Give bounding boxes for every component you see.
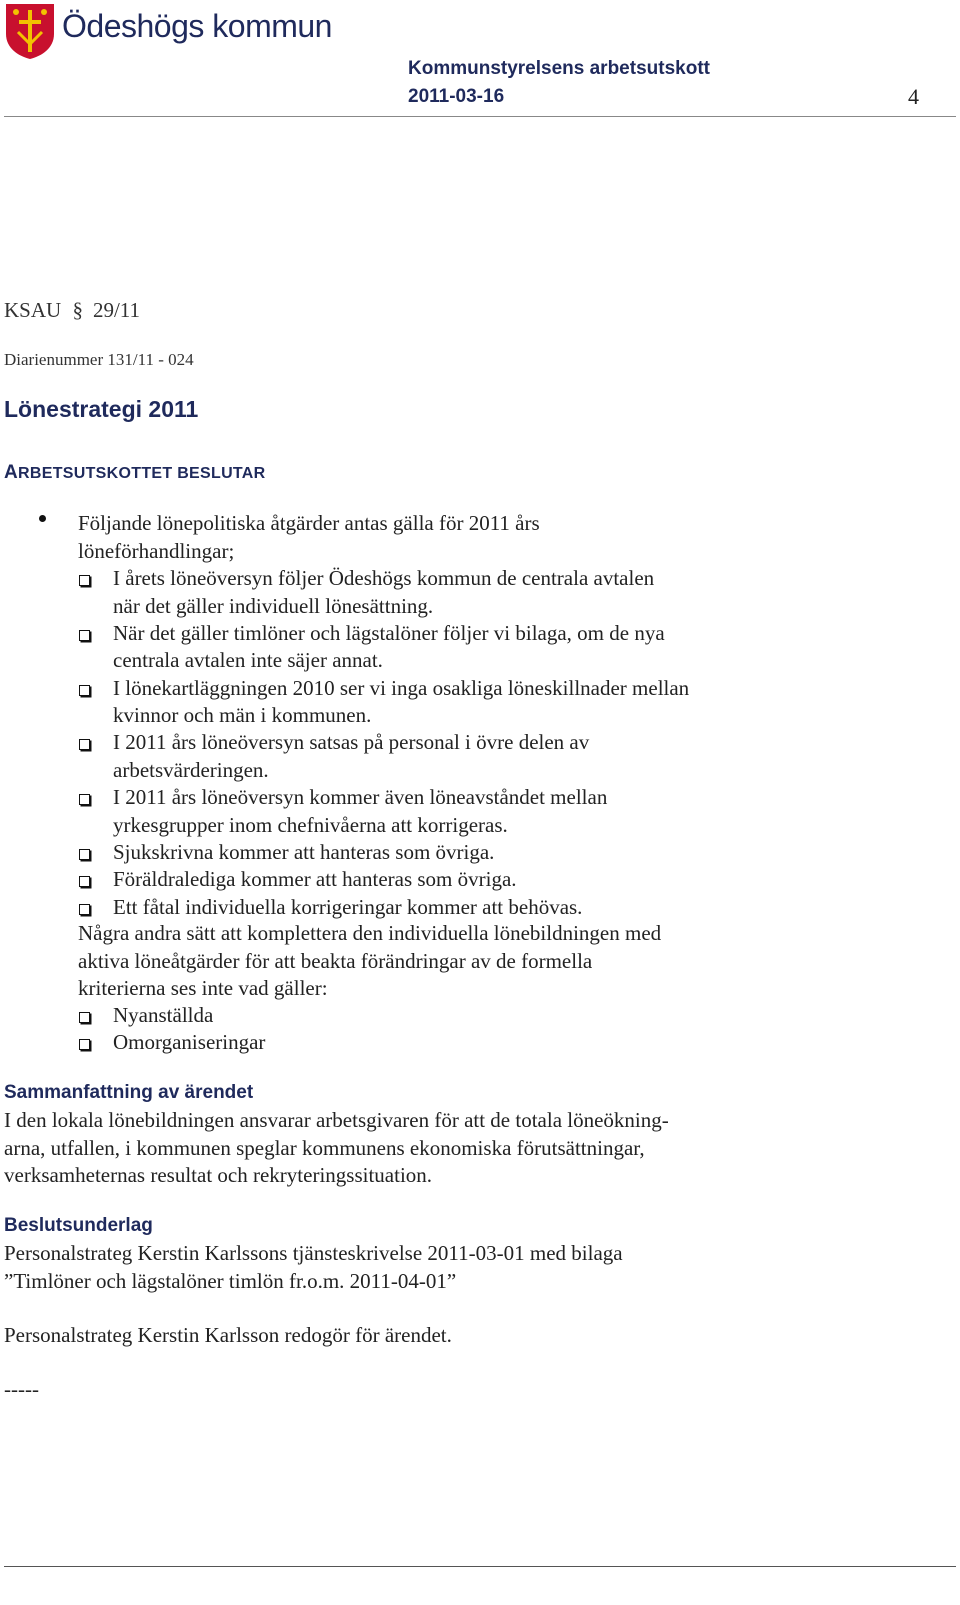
text-line: när det gäller individuell lönesättning. bbox=[113, 593, 434, 618]
basis-heading: Beslutsunderlag bbox=[4, 1215, 153, 1236]
decision-item bbox=[113, 675, 689, 730]
decision-bullet-text bbox=[78, 510, 540, 565]
text-line: arbetsvärderingen. bbox=[113, 757, 269, 782]
additional-measures-paragraph bbox=[78, 920, 661, 1003]
checkbox-bullet-icon bbox=[79, 1039, 90, 1050]
text-line: löneförhandlingar; bbox=[78, 538, 235, 563]
summary-heading: Sammanfattning av ärendet bbox=[4, 1082, 254, 1103]
additional-measure-item bbox=[113, 1002, 213, 1030]
text-line: I lönekartläggningen 2010 ser vi inga osakliga löneskillnader mellan bbox=[113, 675, 690, 700]
text-line: Sjukskrivna kommer att hanteras som övriga. bbox=[113, 840, 495, 864]
text-line: Ett fåtal individuella korrigeringar kommer att behövas. bbox=[113, 894, 583, 919]
text-line: I 2011 års löneöversyn satsas på personal i övre delen av bbox=[113, 730, 590, 755]
text-line: ”Timlöner och lägstalöner timlön fr.o.m. 2011-04-01” bbox=[4, 1268, 457, 1293]
text-line: I 2011 års löneöversyn kommer även löneavståndet mellan bbox=[113, 785, 608, 810]
decision-item bbox=[113, 839, 494, 867]
checkbox-bullet-icon bbox=[79, 794, 90, 805]
case-reference bbox=[4, 298, 140, 323]
section-symbol: § bbox=[72, 298, 83, 322]
text-line: Omorganiseringar bbox=[113, 1030, 266, 1055]
text-line: Nyanställda bbox=[113, 1003, 214, 1027]
text-line: yrkesgrupper inom chefnivåerna att korrigeras. bbox=[113, 812, 508, 837]
municipal-coat-of-arms-icon bbox=[4, 2, 56, 60]
text-line: kvinnor och män i kommunen. bbox=[113, 703, 372, 728]
decision-item bbox=[113, 565, 654, 620]
end-separator: ----- bbox=[4, 1377, 39, 1401]
checkbox-bullet-icon bbox=[79, 1012, 90, 1023]
text-line: kriterierna ses inte vad gäller: bbox=[78, 976, 328, 1000]
text-line: verksamheternas resultat och rekryteringssituation. bbox=[4, 1163, 433, 1187]
checkbox-bullet-icon bbox=[79, 904, 90, 915]
decision-item bbox=[113, 894, 582, 922]
text-line: I årets löneöversyn följer Ödeshögs kommun de centrala avtalen bbox=[113, 566, 655, 590]
text-line: arna, utfallen, i kommunen speglar kommunens ekonomiska förutsättningar, bbox=[4, 1135, 645, 1160]
organization-name: Ödeshögs kommun bbox=[62, 8, 332, 44]
text-line: Följande lönepolitiska åtgärder antas gälla för 2011 års bbox=[78, 511, 540, 535]
text-line: centrala avtalen inte säjer annat. bbox=[113, 648, 383, 673]
checkbox-bullet-icon bbox=[79, 739, 90, 750]
case-title: Lönestrategi 2011 bbox=[4, 396, 199, 422]
decision-heading bbox=[4, 462, 266, 484]
decision-item bbox=[113, 620, 665, 675]
basis-text bbox=[4, 1240, 623, 1295]
footer-divider bbox=[4, 1566, 956, 1567]
decision-item bbox=[113, 729, 589, 784]
checkbox-bullet-icon bbox=[79, 630, 90, 641]
decision-heading-initial: A bbox=[4, 462, 19, 483]
summary-text bbox=[4, 1107, 669, 1190]
meeting-date: 2011-03-16 bbox=[408, 86, 505, 107]
text-line: aktiva löneåtgärder för att beakta förändringar av de formella bbox=[78, 948, 593, 973]
text-line: Några andra sätt att komplettera den individuella lönebildningen med bbox=[78, 921, 662, 945]
checkbox-bullet-icon bbox=[79, 685, 90, 696]
header-divider bbox=[4, 116, 956, 117]
text-line: Personalstrateg Kerstin Karlssons tjänsteskrivelse 2011-03-01 med bilaga bbox=[4, 1241, 623, 1265]
case-number: 29/11 bbox=[92, 298, 140, 322]
text-line: I den lokala lönebildningen ansvarar arbetsgivaren för att de totala löneökning- bbox=[4, 1108, 669, 1132]
additional-measure-item bbox=[113, 1029, 265, 1057]
checkbox-bullet-icon bbox=[79, 876, 90, 887]
committee-name: Kommunstyrelsens arbetsutskott bbox=[408, 58, 710, 79]
text-line: Föräldralediga kommer att hanteras som övriga. bbox=[113, 867, 517, 892]
case-prefix: KSAU bbox=[4, 298, 62, 322]
decision-heading-rest: RBETSUTSKOTTET BESLUTAR bbox=[18, 465, 266, 482]
bullet-icon bbox=[39, 515, 46, 522]
decision-item bbox=[113, 866, 517, 894]
decision-item bbox=[113, 784, 607, 839]
presenter-note: Personalstrateg Kerstin Karlsson redogör för ärendet. bbox=[4, 1323, 452, 1347]
checkbox-bullet-icon bbox=[79, 575, 90, 586]
page-number: 4 bbox=[908, 84, 919, 109]
diary-number: Diarienummer 131/11 - 024 bbox=[4, 350, 194, 369]
text-line: När det gäller timlöner och lägstalöner följer vi bilaga, om de nya bbox=[113, 620, 665, 645]
checkbox-bullet-icon bbox=[79, 849, 90, 860]
